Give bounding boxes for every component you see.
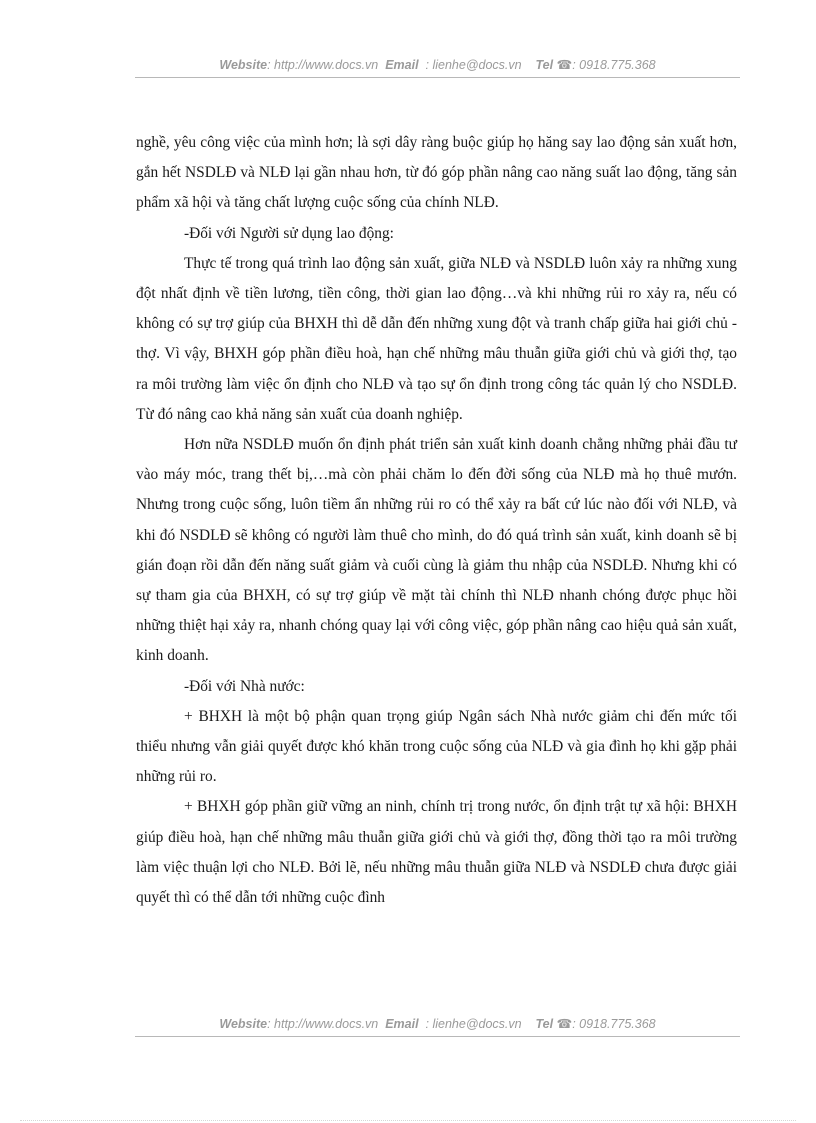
website-value[interactable]: : http://www.docs.vn — [267, 58, 379, 72]
page-bottom-border — [20, 1120, 796, 1121]
footer-email-label: Email — [385, 1017, 419, 1031]
website-label: Website — [219, 58, 268, 72]
tel-label: Tel — [535, 58, 554, 72]
paragraph-state-security: + BHXH góp phần giữ vững an ninh, chính trị trong nước, ổn định trật tự xã hội: BHXH giúp điều hoà, hạn chế những mâu thuẫn giữa giới chủ và giới thợ, đồng thời tạo ra môi trường làm việc thuận lợi cho NLĐ. Bởi lẽ, nếu những mâu thuẫn giữa NLĐ và NSDLĐ chưa được giải quyết thì có thể dẫn tới những cuộc đình — [136, 798, 737, 907]
page-footer — [135, 1016, 740, 1031]
footer-website-value[interactable]: : http://www.docs.vn — [267, 1017, 379, 1031]
paragraph-state-budget: + BHXH là một bộ phận quan trọng giúp Ngân sách Nhà nước giảm chi đến mức tối thiểu nhưng vẫn giải quyết được khó khăn trong cuộc sống của NLĐ và gia đình họ khi gặp phải những rủi ro. — [136, 707, 737, 786]
footer-divider — [135, 1036, 740, 1037]
footer-email-value[interactable]: : lienhe@docs.vn — [425, 1017, 522, 1031]
footer-phone-icon: ☎ — [556, 1017, 573, 1031]
paragraph-employer-conflict: Thực tế trong quá trình lao động sản xuất, giữa NLĐ và NSDLĐ luôn xảy ra những xung đột nhất định về tiền lương, tiền công, thời gian lao động…và khi những rủi ro xảy ra, nếu có không có sự trợ giúp của BHXH thì dễ dẫn đến những xung đột và tranh chấp giữa hai giới chủ - thợ. Vì vậy, BHXH góp phần điều hoà, hạn chế những mâu thuẫn giữa giới chủ và giới thợ, tạo ra môi trường làm việc ổn định cho NLĐ và tạo sự ổn định trong công tác quản lý cho NSDLĐ. Từ đó nâng cao khả năng sản xuất của doanh nghiệp. — [136, 254, 737, 423]
header-divider — [135, 77, 740, 78]
document-body — [136, 128, 737, 913]
paragraph-employer-investment: Hơn nữa NSDLĐ muốn ổn định phát triển sản xuất kinh doanh chẳng những phải đầu tư vào máy móc, trang thết bị,…mà còn phải chăm lo đến đời sống của NLĐ mà họ thuê mướn. Nhưng trong cuộc sống, luôn tiềm ẩn những rủi ro có thể xảy ra bất cứ lúc nào đối với NLĐ, và khi đó NSDLĐ sẽ không có người làm thuê cho mình, do đó quá trình sản xuất, kinh doanh sẽ bị gián đoạn rồi dẫn đến năng suất giảm và cuối cùng là giảm thu nhập của NSDLĐ. Nhưng khi có sự tham gia của BHXH, có sự trợ giúp về mặt tài chính thì NLĐ nhanh chóng được phục hồi những thiệt hại xảy ra, nhanh chóng quay lại với công việc, góp phần nâng cao hiệu quả sản xuất, kinh doanh. — [136, 436, 737, 665]
email-label: Email — [385, 58, 419, 72]
tel-value: : 0918.775.368 — [572, 58, 656, 72]
footer-website-label: Website — [219, 1017, 268, 1031]
footer-tel-value: : 0918.775.368 — [572, 1017, 656, 1031]
paragraph-continuation: nghề, yêu công việc của mình hơn; là sợi dây ràng buộc giúp họ hăng say lao động sản xuất hơn, gắn hết NSDLĐ và NLĐ lại gần nhau hơn, từ đó góp phần nâng cao năng suất lao động, tăng sản phẩm xã hội và tăng chất lượng cuộc sống của chính NLĐ. — [136, 134, 737, 212]
footer-tel-label: Tel — [535, 1017, 554, 1031]
phone-icon: ☎ — [556, 58, 573, 72]
section-heading-employer: -Đối với Người sử dụng lao động: — [184, 224, 394, 242]
section-heading-state: -Đối với Nhà nước: — [184, 677, 305, 695]
page-header — [135, 57, 740, 72]
email-value[interactable]: : lienhe@docs.vn — [425, 58, 522, 72]
